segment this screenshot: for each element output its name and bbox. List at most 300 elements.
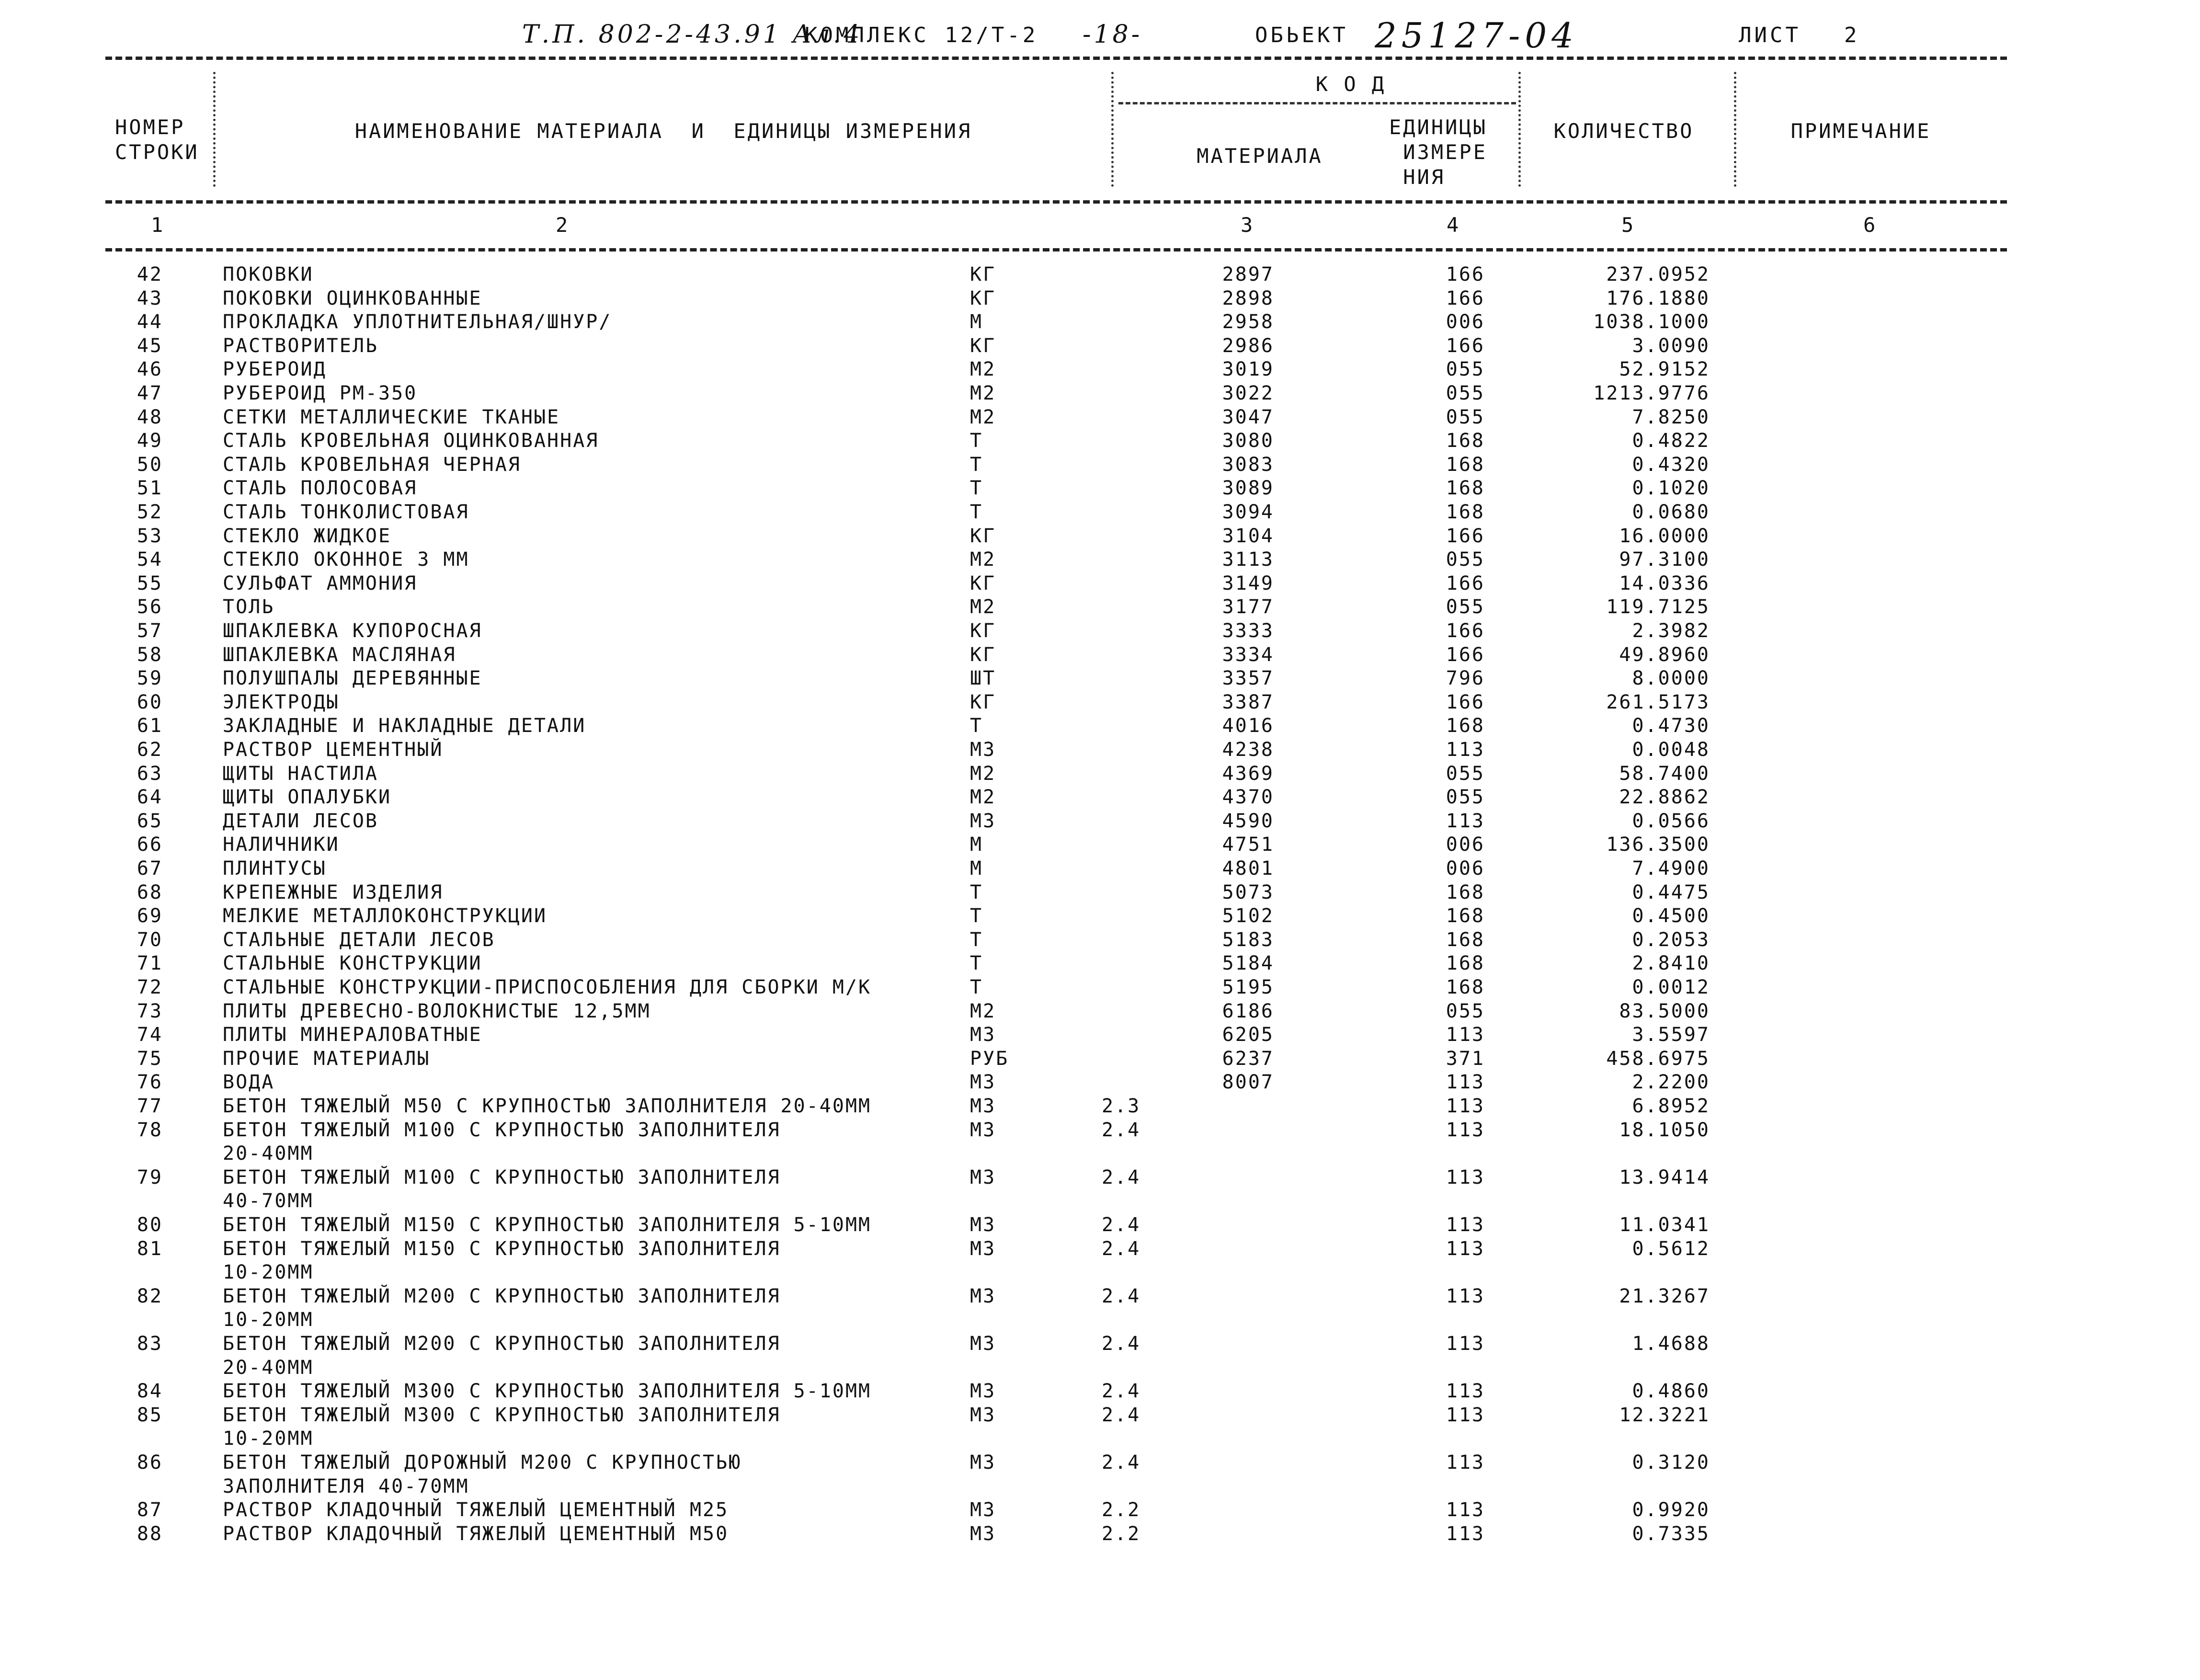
quantity: 0.4320	[1632, 453, 1710, 476]
row-number: 55	[137, 572, 163, 594]
unit: Т	[970, 477, 983, 500]
material-name: БЕТОН ТЯЖЕЛЫЙ ДОРОЖНЫЙ М200 С КРУПНОСТЬЮ	[223, 1451, 742, 1474]
quantity: 13.9414	[1619, 1166, 1710, 1189]
unit-code: 113	[1446, 810, 1485, 832]
unit-code: 168	[1446, 501, 1485, 523]
column-number-4: 4	[1447, 213, 1459, 237]
quantity: 2.3982	[1632, 620, 1710, 642]
quantity: 58.7400	[1619, 762, 1710, 785]
material-name: НАЛИЧНИКИ	[223, 834, 340, 856]
unit-code: 113	[1446, 1499, 1485, 1521]
table-row	[0, 1404, 2200, 1450]
quantity: 12.3221	[1619, 1404, 1710, 1426]
material-code: 4590	[1222, 810, 1274, 832]
material-code: 5073	[1222, 881, 1274, 903]
row-number: 81	[137, 1237, 163, 1260]
row-number: 68	[137, 881, 163, 903]
unit: КГ	[970, 334, 996, 357]
material-code: 3019	[1222, 358, 1274, 381]
table-row	[0, 1523, 2200, 1547]
row-number: 45	[137, 334, 163, 357]
unit-code: 055	[1446, 549, 1485, 571]
quantity: 0.0012	[1632, 976, 1710, 998]
unit-code: 113	[1446, 1237, 1485, 1260]
quantity: 49.8960	[1619, 643, 1710, 666]
separator	[1518, 72, 1521, 187]
table-row	[0, 739, 2200, 763]
unit-code: 113	[1446, 1071, 1485, 1094]
table-row	[0, 691, 2200, 715]
material-name: ЩИТЫ НАСТИЛА	[223, 762, 378, 785]
quantity: 0.2053	[1632, 928, 1710, 951]
row-number: 71	[137, 952, 163, 975]
unit: КГ	[970, 525, 996, 547]
unit: КГ	[970, 287, 996, 309]
table-row	[0, 1024, 2200, 1048]
row-number: 69	[137, 905, 163, 927]
material-name: 10-20ММ	[223, 1428, 314, 1450]
quantity: 6.8952	[1632, 1095, 1710, 1117]
row-number: 44	[137, 311, 163, 333]
unit: РУБ	[970, 1047, 1009, 1070]
material-code: 6186	[1222, 1000, 1274, 1022]
table-row	[0, 620, 2200, 644]
unit: М3	[970, 1214, 996, 1236]
row-number: 42	[137, 263, 163, 286]
material-code: 3083	[1222, 453, 1274, 476]
header-bottom-rule	[105, 248, 2007, 251]
quantity: 1213.9776	[1593, 382, 1710, 404]
material-name: ПЛИТЫ МИНЕРАЛОВАТНЫЕ	[223, 1024, 482, 1046]
row-number: 74	[137, 1024, 163, 1046]
material-code: 3094	[1222, 501, 1274, 523]
unit: М3	[970, 810, 996, 832]
material-code: 4369	[1222, 762, 1274, 785]
row-number: 51	[137, 477, 163, 500]
material-name: СТАЛЬНЫЕ КОНСТРУКЦИИ-ПРИСПОСОБЛЕНИЯ ДЛЯ СБОРКИ М/К	[223, 976, 872, 998]
row-number: 49	[137, 430, 163, 452]
table-row	[0, 1333, 2200, 1379]
table-row	[0, 763, 2200, 787]
material-name: ЗАКЛАДНЫЕ И НАКЛАДНЫЕ ДЕТАЛИ	[223, 715, 586, 737]
row-number: 83	[137, 1333, 163, 1355]
unit: КГ	[970, 263, 996, 286]
unit: М3	[970, 1380, 996, 1403]
table-row	[0, 430, 2200, 454]
row-number: 60	[137, 691, 163, 713]
unit-code: 113	[1446, 1285, 1485, 1307]
table-row	[0, 810, 2200, 834]
unit: М3	[970, 1119, 996, 1141]
quantity: 3.0090	[1632, 334, 1710, 357]
unit: КГ	[970, 620, 996, 642]
unit-code: 168	[1446, 952, 1485, 975]
document-header	[110, 15, 2026, 57]
unit-code: 166	[1446, 263, 1485, 286]
table-row	[0, 834, 2200, 857]
unit-code: 113	[1446, 1380, 1485, 1403]
unit: М3	[970, 1237, 996, 1260]
material-name: РУБЕРОИД РМ-350	[223, 382, 418, 404]
header-mid-rule	[105, 200, 2007, 204]
material-name: ШПАКЛЕВКА КУПОРОСНАЯ	[223, 620, 482, 642]
row-number: 53	[137, 525, 163, 547]
row-number: 73	[137, 1000, 163, 1022]
table-row	[0, 667, 2200, 691]
quantity: 8.0000	[1632, 667, 1710, 690]
material-code: 3047	[1222, 406, 1274, 428]
quantity: 136.3500	[1606, 834, 1710, 856]
table-row	[0, 311, 2200, 335]
unit-code: 113	[1446, 1166, 1485, 1189]
unit-code: 168	[1446, 881, 1485, 903]
quantity: 3.5597	[1632, 1024, 1710, 1046]
unit-code: 113	[1446, 1333, 1485, 1355]
row-number: 58	[137, 643, 163, 666]
unit-code: 168	[1446, 477, 1485, 500]
material-code: 2898	[1222, 287, 1274, 309]
unit: М3	[970, 1095, 996, 1117]
row-number: 65	[137, 810, 163, 832]
material-code: 4238	[1222, 739, 1274, 761]
unit: М3	[970, 1285, 996, 1307]
table-row	[0, 1048, 2200, 1072]
quantity: 14.0336	[1619, 572, 1710, 594]
unit-code: 113	[1446, 1214, 1485, 1236]
unit: М3	[970, 1499, 996, 1521]
unit-code: 113	[1446, 1119, 1485, 1141]
table-row	[0, 905, 2200, 929]
row-number: 76	[137, 1071, 163, 1094]
material-name: СТАЛЬ КРОВЕЛЬНАЯ ОЦИНКОВАННАЯ	[223, 430, 599, 452]
header-material-name: НАИМЕНОВАНИЕ МАТЕРИАЛА И ЕДИНИЦЫ ИЗМЕРЕНИЯ	[354, 119, 972, 143]
row-number: 50	[137, 453, 163, 476]
complex-label: КОМПЛЕКС 12/Т-2	[805, 23, 1038, 47]
header-note: ПРИМЕЧАНИЕ	[1790, 119, 1931, 143]
table-row	[0, 786, 2200, 810]
material-name: БЕТОН ТЯЖЕЛЫЙ М150 С КРУПНОСТЬЮ ЗАПОЛНИТЕЛЯ 5-10ММ	[223, 1214, 872, 1236]
material-name: БЕТОН ТЯЖЕЛЫЙ М300 С КРУПНОСТЬЮ ЗАПОЛНИТЕЛЯ 5-10ММ	[223, 1380, 872, 1403]
row-number: 47	[137, 382, 163, 404]
unit: КГ	[970, 691, 996, 713]
row-number: 54	[137, 549, 163, 571]
unit: КГ	[970, 572, 996, 594]
material-name: ПЛИНТУСЫ	[223, 857, 327, 880]
unit-code: 371	[1446, 1047, 1485, 1070]
table-row	[0, 287, 2200, 311]
column-number-1: 1	[151, 213, 163, 237]
table-row	[0, 596, 2200, 620]
quantity: 0.0566	[1632, 810, 1710, 832]
material-name: СТЕКЛО ЖИДКОЕ	[223, 525, 392, 547]
unit: М2	[970, 596, 996, 618]
unit: Т	[970, 905, 983, 927]
row-number: 64	[137, 786, 163, 809]
material-name: СТАЛЬ ТОНКОЛИСТОВАЯ	[223, 501, 469, 523]
header-unit-code: ЕДИНИЦЫ ИЗМЕРЕ НИЯ	[1389, 115, 1488, 189]
material-code: 3149	[1222, 572, 1274, 594]
unit-code: 166	[1446, 691, 1485, 713]
unit: М2	[970, 1000, 996, 1022]
density: 2.4	[1102, 1333, 1141, 1355]
unit-code: 055	[1446, 358, 1485, 381]
unit-code: 113	[1446, 1522, 1485, 1545]
header-row-number: НОМЕР СТРОКИ	[115, 115, 199, 164]
material-name: РАСТВОРИТЕЛЬ	[223, 334, 378, 357]
table-row	[0, 454, 2200, 478]
row-number: 67	[137, 857, 163, 880]
material-name: 20-40ММ	[223, 1143, 314, 1165]
material-code: 2958	[1222, 311, 1274, 333]
row-number: 87	[137, 1499, 163, 1521]
table-row	[0, 549, 2200, 572]
unit: М3	[970, 1522, 996, 1545]
material-code: 2897	[1222, 263, 1274, 286]
sheet-number: 2	[1844, 23, 1860, 47]
table-row	[0, 1214, 2200, 1238]
table-row	[0, 1000, 2200, 1024]
unit: Т	[970, 715, 983, 737]
material-name: РАСТВОР КЛАДОЧНЫЙ ТЯЖЕЛЫЙ ЦЕМЕНТНЫЙ М25	[223, 1499, 729, 1521]
row-number: 85	[137, 1404, 163, 1426]
material-code: 6205	[1222, 1024, 1274, 1046]
material-code: 3104	[1222, 525, 1274, 547]
density: 2.4	[1102, 1404, 1141, 1426]
quantity: 22.8862	[1619, 786, 1710, 809]
material-name: ПРОКЛАДКА УПЛОТНИТЕЛЬНАЯ/ШНУР/	[223, 311, 612, 333]
material-name: БЕТОН ТЯЖЕЛЫЙ М100 С КРУПНОСТЬЮ ЗАПОЛНИТЕЛЯ	[223, 1166, 781, 1189]
unit-code: 166	[1446, 643, 1485, 666]
table-row	[0, 952, 2200, 976]
unit-code: 113	[1446, 1451, 1485, 1474]
table-row	[0, 1237, 2200, 1284]
material-name: РУБЕРОИД	[223, 358, 327, 381]
table-row	[0, 1285, 2200, 1331]
table-row	[0, 382, 2200, 406]
column-number-3: 3	[1241, 213, 1253, 237]
unit-code: 166	[1446, 620, 1485, 642]
row-number: 57	[137, 620, 163, 642]
doc-reference: Т.П. 802-2-43.91 Ал.4	[522, 20, 863, 49]
header-quantity: КОЛИЧЕСТВО	[1553, 119, 1694, 143]
density: 2.2	[1102, 1522, 1141, 1545]
column-number-2: 2	[556, 213, 568, 237]
material-name: 10-20ММ	[223, 1309, 314, 1331]
material-name: КРЕПЕЖНЫЕ ИЗДЕЛИЯ	[223, 881, 444, 903]
quantity: 52.9152	[1619, 358, 1710, 381]
unit: М3	[970, 739, 996, 761]
material-name: ЭЛЕКТРОДЫ	[223, 691, 340, 713]
row-number: 61	[137, 715, 163, 737]
object-label: ОБЬЕКТ	[1255, 23, 1348, 47]
quantity: 0.4860	[1632, 1380, 1710, 1403]
unit: М3	[970, 1166, 996, 1189]
row-number: 78	[137, 1119, 163, 1141]
density: 2.2	[1102, 1499, 1141, 1521]
table-row	[0, 572, 2200, 596]
object-code: 25127-04	[1375, 15, 1578, 56]
row-number: 56	[137, 596, 163, 618]
material-name: 10-20ММ	[223, 1261, 314, 1284]
unit: Т	[970, 501, 983, 523]
material-name: ДЕТАЛИ ЛЕСОВ	[223, 810, 378, 832]
column-number-5: 5	[1621, 213, 1634, 237]
material-code: 3333	[1222, 620, 1274, 642]
material-name: БЕТОН ТЯЖЕЛЫЙ М300 С КРУПНОСТЬЮ ЗАПОЛНИТЕЛЯ	[223, 1404, 781, 1426]
row-number: 72	[137, 976, 163, 998]
quantity: 2.2200	[1632, 1071, 1710, 1094]
unit: Т	[970, 881, 983, 903]
unit-code: 168	[1446, 928, 1485, 951]
material-name: 40-70ММ	[223, 1190, 314, 1212]
unit: Т	[970, 928, 983, 951]
quantity: 176.1880	[1606, 287, 1710, 309]
density: 2.4	[1102, 1285, 1141, 1307]
material-name: РАСТВОР ЦЕМЕНТНЫЙ	[223, 739, 444, 761]
material-code: 3177	[1222, 596, 1274, 618]
quantity: 18.1050	[1619, 1119, 1710, 1141]
quantity: 0.9920	[1632, 1499, 1710, 1521]
page-number: -18-	[1083, 20, 1143, 49]
material-code: 3080	[1222, 430, 1274, 452]
table-row	[0, 477, 2200, 501]
quantity: 0.0680	[1632, 501, 1710, 523]
material-code: 5195	[1222, 976, 1274, 998]
material-name: БЕТОН ТЯЖЕЛЫЙ М200 С КРУПНОСТЬЮ ЗАПОЛНИТЕЛЯ	[223, 1285, 781, 1307]
unit-code: 166	[1446, 287, 1485, 309]
material-name: ПОКОВКИ ОЦИНКОВАННЫЕ	[223, 287, 482, 309]
material-name: ШПАКЛЕВКА МАСЛЯНАЯ	[223, 643, 456, 666]
quantity: 261.5173	[1606, 691, 1710, 713]
row-number: 84	[137, 1380, 163, 1403]
quantity: 1038.1000	[1593, 311, 1710, 333]
unit-code: 006	[1446, 834, 1485, 856]
unit-code: 055	[1446, 596, 1485, 618]
table-row	[0, 857, 2200, 881]
unit: М2	[970, 358, 996, 381]
row-number: 46	[137, 358, 163, 381]
unit: ШТ	[970, 667, 996, 690]
material-code: 3334	[1222, 643, 1274, 666]
material-name: СТАЛЬ ПОЛОСОВАЯ	[223, 477, 418, 500]
header-top-rule	[105, 57, 2007, 60]
unit: Т	[970, 952, 983, 975]
quantity: 11.0341	[1619, 1214, 1710, 1236]
quantity: 7.8250	[1632, 406, 1710, 428]
material-name: ЩИТЫ ОПАЛУБКИ	[223, 786, 392, 809]
table-row	[0, 1451, 2200, 1497]
material-code: 5183	[1222, 928, 1274, 951]
unit: М2	[970, 762, 996, 785]
material-code: 3089	[1222, 477, 1274, 500]
unit: КГ	[970, 643, 996, 666]
unit-code: 168	[1446, 905, 1485, 927]
unit: М	[970, 311, 983, 333]
unit: М3	[970, 1024, 996, 1046]
material-name: ЗАПОЛНИТЕЛЯ 40-70ММ	[223, 1475, 469, 1497]
unit: М2	[970, 382, 996, 404]
density: 2.4	[1102, 1451, 1141, 1474]
unit-code: 113	[1446, 739, 1485, 761]
row-number: 62	[137, 739, 163, 761]
quantity: 0.7335	[1632, 1522, 1710, 1545]
table-row	[0, 1499, 2200, 1523]
unit-code: 006	[1446, 311, 1485, 333]
table-row	[0, 976, 2200, 1000]
row-number: 77	[137, 1095, 163, 1117]
material-code: 4016	[1222, 715, 1274, 737]
unit: Т	[970, 430, 983, 452]
unit-code: 055	[1446, 786, 1485, 809]
table-row	[0, 1119, 2200, 1165]
unit-code: 055	[1446, 1000, 1485, 1022]
material-code: 3387	[1222, 691, 1274, 713]
row-number: 86	[137, 1451, 163, 1474]
density: 2.4	[1102, 1214, 1141, 1236]
unit: М3	[970, 1404, 996, 1426]
quantity: 237.0952	[1606, 263, 1710, 286]
unit-code: 168	[1446, 430, 1485, 452]
quantity: 458.6975	[1606, 1047, 1710, 1070]
material-name: ВОДА	[223, 1071, 275, 1094]
unit-code: 796	[1446, 667, 1485, 690]
row-number: 88	[137, 1522, 163, 1545]
material-name: СТЕКЛО ОКОННОЕ 3 ММ	[223, 549, 469, 571]
quantity: 0.3120	[1632, 1451, 1710, 1474]
material-code: 3113	[1222, 549, 1274, 571]
unit: М3	[970, 1451, 996, 1474]
unit-code: 055	[1446, 382, 1485, 404]
table-row	[0, 1071, 2200, 1095]
unit-code: 168	[1446, 453, 1485, 476]
quantity: 0.4500	[1632, 905, 1710, 927]
table-row	[0, 1095, 2200, 1119]
column-number-6: 6	[1863, 213, 1876, 237]
table-row	[0, 501, 2200, 525]
unit: Т	[970, 976, 983, 998]
row-number: 80	[137, 1214, 163, 1236]
material-name: ПРОЧИЕ МАТЕРИАЛЫ	[223, 1047, 431, 1070]
unit-code: 113	[1446, 1404, 1485, 1426]
material-name: ПЛИТЫ ДРЕВЕСНО-ВОЛОКНИСТЫЕ 12,5ММ	[223, 1000, 651, 1022]
table-row	[0, 929, 2200, 953]
table-row	[0, 1380, 2200, 1404]
row-number: 63	[137, 762, 163, 785]
material-name: ТОЛЬ	[223, 596, 275, 618]
material-name: БЕТОН ТЯЖЕЛЫЙ М100 С КРУПНОСТЬЮ ЗАПОЛНИТЕЛЯ	[223, 1119, 781, 1141]
unit: Т	[970, 453, 983, 476]
unit: М3	[970, 1071, 996, 1094]
material-name: СТАЛЬНЫЕ ДЕТАЛИ ЛЕСОВ	[223, 928, 495, 951]
material-code: 4801	[1222, 857, 1274, 880]
unit: М3	[970, 1333, 996, 1355]
material-name: СТАЛЬ КРОВЕЛЬНАЯ ЧЕРНАЯ	[223, 453, 521, 476]
material-code: 8007	[1222, 1071, 1274, 1094]
row-number: 52	[137, 501, 163, 523]
density: 2.4	[1102, 1380, 1141, 1403]
quantity: 16.0000	[1619, 525, 1710, 547]
table-row	[0, 406, 2200, 430]
table-row	[0, 715, 2200, 739]
unit-code: 113	[1446, 1095, 1485, 1117]
row-number: 79	[137, 1166, 163, 1189]
quantity: 0.0048	[1632, 739, 1710, 761]
material-name: РАСТВОР КЛАДОЧНЫЙ ТЯЖЕЛЫЙ ЦЕМЕНТНЫЙ М50	[223, 1522, 729, 1545]
sheet-label: ЛИСТ	[1739, 23, 1801, 47]
material-name: БЕТОН ТЯЖЕЛЫЙ М200 С КРУПНОСТЬЮ ЗАПОЛНИТЕЛЯ	[223, 1333, 781, 1355]
quantity: 0.4730	[1632, 715, 1710, 737]
unit-code: 113	[1446, 1024, 1485, 1046]
